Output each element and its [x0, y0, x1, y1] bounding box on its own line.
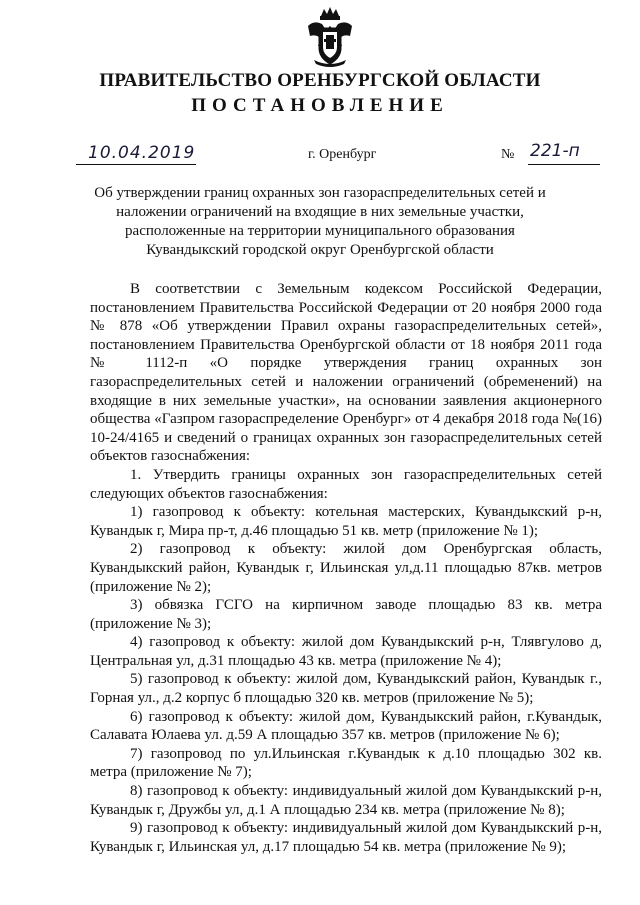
- subclause-8: 8) газопровод к объекту: индивидуальный жилой дом Кувандыкский р-н, Кувандык г, Дружбы ул, д.1 А площадью 234 кв. метра (приложение № 8);: [90, 783, 602, 818]
- subclause-2: 2) газопровод к объекту: жилой дом Оренбургская область, Кувандыкский район, Кувандык г, Ильинская ул,д.11 площадью 87кв. метров (приложение № 2);: [90, 541, 602, 595]
- preamble-paragraph: В соответствии с Земельным кодексом Российской Федерации, постановлением Правительства Российской Федерации от 20 ноября 2000 года № 878 «Об утверждении Правил охраны газораспределительных сетей», постановлением Правительства Оренбургской области от 18 ноября 2011 года № 1112-п «О порядке утверждения границ охранных зон газораспределительных сетей и наложении ограничений (обременений) на входящие в них земельные участки», на основании заявления акционерного общества «Газпром газораспределение Оренбург» от 4 декабря 2018 года №(16) 10-24/4165 и сведений о границах охранных зон газораспределительных сетей объектов газоснабжения:: [90, 281, 602, 465]
- document-type-title: ПОСТАНОВЛЕНИЕ: [191, 95, 449, 116]
- subclause-9: 9) газопровод к объекту: индивидуальный жилой дом Кувандыкский р-н, Кувандык г, Ильинская ул, д.17 площадью 54 кв. метра (приложение № 9);: [90, 820, 602, 855]
- document-number-label: №: [501, 147, 515, 162]
- document-city: г. Оренбург: [308, 147, 377, 162]
- subclause-4: 4) газопровод к объекту: жилой дом Кувандыкский р-н, Тлявгулово д, Центральная ул, д.31 площадью 43 кв. метра (приложение № 4);: [90, 634, 602, 669]
- coat-of-arms-icon: [304, 6, 356, 68]
- subclause-1: 1) газопровод к объекту: котельная мастерских, Кувандыкский р-н, Кувандык г, Мира пр-т, д.46 площадью 51 кв. метр (приложение № 1);: [90, 504, 602, 539]
- subclause-3: 3) обвязка ГСГО на кирпичном заводе площадью 83 кв. метра (приложение № 3);: [90, 597, 602, 632]
- date-underline: [76, 164, 196, 165]
- clause-1: 1. Утвердить границы охранных зон газораспределительных сетей следующих объектов газоснабжения:: [90, 466, 602, 502]
- number-underline: [528, 164, 600, 165]
- subclause-6: 6) газопровод к объекту: жилой дом, Кувандыкский район, г.Кувандык, Салавата Юлаева ул. д.59 А площадью 357 кв. метров (приложение № 6);: [90, 708, 602, 744]
- subclause-7: 7) газопровод по ул.Ильинская г.Кувандык к д.10 площадью 302 кв. метра (приложение № 7);: [90, 745, 602, 781]
- government-title: ПРАВИТЕЛЬСТВО ОРЕНБУРГСКОЙ ОБЛАСТИ: [99, 70, 541, 91]
- document-subject: Об утверждении границ охранных зон газораспределительных сетей и наложении ограничений на входящие в них земельные участки, расположенные на территории муниципального образования Кувандыкский городской округ Оренбургской области: [94, 185, 546, 258]
- document-body: [90, 280, 602, 856]
- subclause-5: 5) газопровод к объекту: жилой дом, Кувандыкский район, Кувандык г., Горная ул., д.2 корпус б площадью 320 кв. метров (приложение № 5);: [90, 671, 602, 707]
- document-date: 10.04.2019: [88, 143, 196, 163]
- document-number: 221-п: [530, 141, 580, 161]
